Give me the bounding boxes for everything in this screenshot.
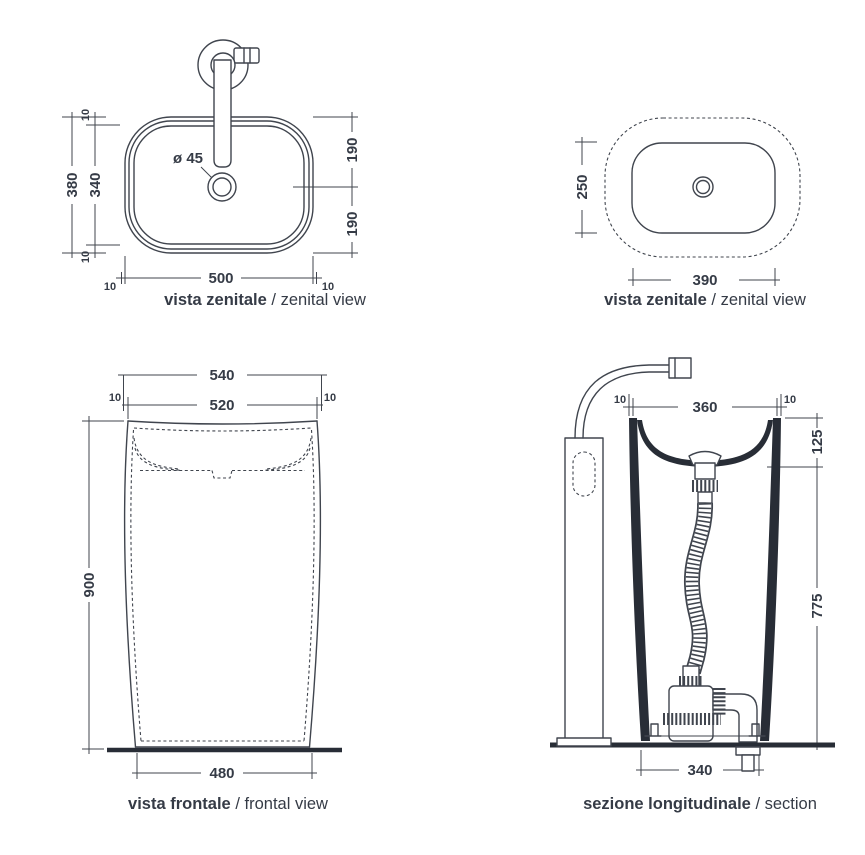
caption-section: [550, 795, 850, 814]
drain-top-view: [208, 173, 236, 201]
faucet-column: [565, 438, 603, 740]
dim-base-width: 340: [687, 762, 713, 779]
drain-top-view: [693, 177, 713, 197]
caption-italian: vista frontale: [128, 795, 231, 813]
dim-rim-left: 10: [613, 394, 627, 406]
dim-rim-right: 10: [783, 394, 797, 406]
dim-lower-height: 775: [809, 593, 826, 619]
drain-recess-dashed: [212, 471, 232, 479]
caption-separator: /: [711, 291, 716, 309]
view-section: [545, 350, 865, 825]
faucet-spout: [214, 60, 231, 167]
dim-top-width: 520: [209, 397, 235, 414]
dim-right-front: 190: [344, 211, 361, 237]
dim-height: 900: [81, 572, 98, 598]
floor-standing-faucet: [565, 358, 691, 740]
drain-flange: [208, 173, 236, 201]
drain-tailpiece: [698, 492, 712, 503]
faucet-spout: [669, 358, 691, 378]
dimension-lines: [575, 137, 780, 286]
dim-basin-depth: 125: [809, 429, 826, 455]
zenital-faucet-drawing: [60, 20, 400, 310]
dim-drain-diameter: ø 45: [172, 150, 204, 167]
inner-rim-dashed: [134, 428, 311, 431]
left-wall-section: [629, 418, 650, 741]
waste-outlet-stub: [742, 755, 754, 771]
outer-silhouette-dashed: [605, 118, 800, 257]
caption-english: frontal view: [244, 795, 328, 813]
dim-rim-right: 10: [323, 392, 337, 404]
drain-leader-line: [201, 167, 212, 178]
caption-separator: /: [755, 795, 761, 813]
caption-frontal: [78, 795, 378, 814]
top-edge: [128, 421, 317, 424]
caption-english: zenital view: [720, 291, 806, 309]
frontal-drawing: [60, 350, 370, 820]
caption-italian: vista zenitale: [604, 291, 707, 309]
inner-left-dashed: [131, 430, 141, 741]
dim-rim-bottom: 10: [80, 250, 92, 264]
faucet-handle: [234, 48, 259, 63]
caption-zenital-silhouette: [555, 291, 855, 310]
view-zenital-faucet: [60, 20, 400, 315]
dim-base-width: 480: [209, 765, 235, 782]
dim-overall-width: 540: [209, 367, 235, 384]
caption-italian: vista zenitale: [164, 291, 267, 309]
dim-width: 500: [208, 270, 234, 287]
flexible-hose: [692, 503, 705, 672]
dim-overall-depth: 380: [64, 172, 81, 198]
section-drawing: [545, 350, 865, 820]
dim-depth: 250: [574, 174, 591, 200]
caption-separator: /: [271, 291, 276, 309]
dim-inner-depth: 340: [87, 172, 104, 198]
caption-zenital-faucet: [115, 291, 415, 310]
dim-top-width: 360: [692, 399, 718, 416]
dim-rim-left: 10: [103, 281, 117, 293]
drain-hole: [697, 181, 710, 194]
faucet-base-plate: [557, 738, 611, 746]
hidden-interior-lines: [131, 428, 314, 741]
faucet-top-view: [198, 40, 259, 167]
caption-english: section: [764, 795, 817, 813]
dim-rim-left: 10: [108, 392, 122, 404]
dimension-lines: [82, 375, 327, 779]
dim-rim-right: 10: [321, 281, 335, 293]
bottle-trap: [663, 666, 757, 742]
dim-width: 390: [692, 272, 718, 289]
sink-body-outline: [125, 421, 321, 747]
dim-rim-top: 10: [80, 108, 92, 122]
drain-assembly: [689, 452, 721, 504]
waste-outlet-collar: [736, 747, 760, 755]
zenital-silhouette-drawing: [545, 20, 845, 310]
drain-body: [695, 463, 715, 479]
dim-right-back: 190: [344, 137, 361, 163]
caption-english: zenital view: [280, 291, 366, 309]
right-edge: [310, 421, 321, 747]
right-wall-section: [760, 418, 781, 741]
view-zenital-silhouette: [545, 20, 845, 315]
caption-italian: sezione longitudinale: [583, 795, 751, 813]
inner-right-dashed: [304, 430, 314, 741]
basin-corner-sweeps: [134, 438, 311, 470]
caption-separator: /: [235, 795, 240, 813]
view-frontal: [60, 350, 370, 825]
basin-inner-outline: [632, 143, 775, 233]
left-edge: [125, 421, 136, 747]
